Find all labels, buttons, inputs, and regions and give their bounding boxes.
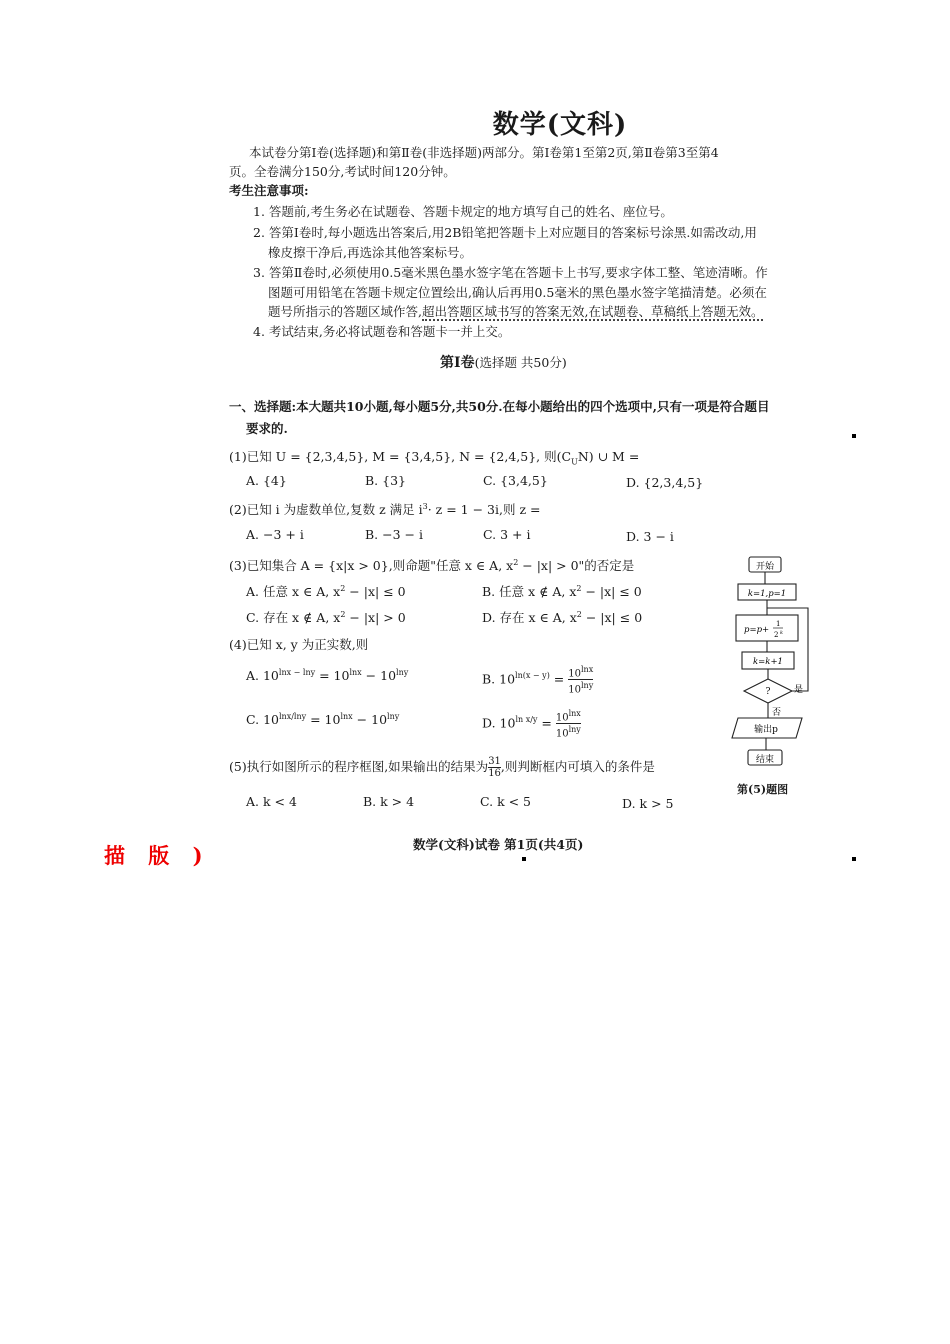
q4-c-mid2: − 10 <box>352 712 388 728</box>
q4-b-e1: ln(x − y) <box>515 671 550 681</box>
q4-d-den: $10^{lny}$ <box>555 725 581 740</box>
flow-update-k-text: k=k+1 <box>753 657 783 667</box>
q4-b-num: $10^{lnx}$ <box>568 665 594 680</box>
q3-stem-post: − |x| > 0"的否定是 <box>518 558 635 573</box>
q4-a-e2: lnx <box>349 668 362 677</box>
q4-d-e1: ln x/y <box>515 715 538 725</box>
q4-c-mid: = 10 <box>306 712 341 728</box>
section-title-main: 第Ⅰ卷 <box>440 355 475 371</box>
q5-stem-post: ,则判断框内可填入的条件是 <box>500 759 655 774</box>
q4-b-fraction <box>568 664 593 696</box>
q3-d-pre: D. 存在 x ∈ A, x <box>482 610 577 625</box>
flow-no-label: 否 <box>772 708 782 718</box>
q2-option-d: D. 3 − i <box>626 529 674 544</box>
q3-a-sup: 2 <box>340 583 346 593</box>
scan-mark <box>852 434 856 438</box>
flow-update-p-den-exp: k <box>780 630 784 636</box>
intro-line-2: 页。全卷满分150分,考试时间120分钟。 <box>229 164 456 179</box>
flow-update-p-den: 2 <box>774 631 779 639</box>
q3-b-pre: B. 任意 x ∉ A, x <box>482 584 577 599</box>
flow-output-text: 输出p <box>754 725 778 735</box>
q3-b-sup: 2 <box>576 583 582 593</box>
q3-a-pre: A. 任意 x ∈ A, x <box>246 584 341 599</box>
notice-2a: 2. 答第Ⅰ卷时,每小题选出答案后,用2B铅笔把答题卡上对应题目的答案标号涂黑.如需改动,用 <box>253 225 757 240</box>
q5-option-a: A. k < 4 <box>246 794 297 809</box>
q4-a-e3: lny <box>396 668 409 677</box>
q4-a-pre: A. 10 <box>246 668 279 684</box>
q2-option-b: B. −3 − i <box>365 527 423 542</box>
q5-stem <box>229 756 655 779</box>
q3-c-pre: C. 存在 x ∉ A, x <box>246 610 341 625</box>
flow-update-p-num: 1 <box>776 620 781 628</box>
flowchart-caption: 第(5)题图 <box>737 783 789 796</box>
q3-stem <box>229 556 634 574</box>
notice-2b: 橡皮擦干净后,再选涂其他答案标号。 <box>268 245 472 260</box>
q4-d-eq: = <box>537 715 556 731</box>
q2-stem-pre: (2)已知 i 为虚数单位,复数 z 满足 i <box>229 502 423 517</box>
q3-option-c <box>246 608 406 626</box>
q2-option-c: C. 3 + i <box>483 527 531 542</box>
q3-d-sup: 2 <box>576 609 582 619</box>
q4-option-c <box>246 712 399 727</box>
q5-den: 16 <box>488 768 501 779</box>
q2-stem-post: · z = 1 − 3i,则 z = <box>427 502 541 517</box>
q4-b-pre: B. 10 <box>482 671 516 687</box>
q1-option-c: C. {3,4,5} <box>483 473 548 488</box>
q4-d-fraction <box>556 708 581 740</box>
q4-c-pre: C. 10 <box>246 712 279 728</box>
q5-option-d: D. k > 5 <box>622 796 674 811</box>
notice-title: 考生注意事项: <box>229 183 309 198</box>
q3-a-post: − |x| ≤ 0 <box>345 584 406 599</box>
q2-option-a: A. −3 + i <box>246 527 304 542</box>
q4-a-mid2: − 10 <box>361 668 397 684</box>
q3-sup: 2 <box>513 557 519 567</box>
q3-stem-pre: (3)已知集合 A = {x|x > 0},则命题"任意 x ∈ A, x <box>229 558 514 573</box>
q1-option-d: D. {2,3,4,5} <box>626 475 704 490</box>
part1-line-2: 要求的. <box>246 421 288 436</box>
q1-option-b: B. {3} <box>365 473 406 488</box>
scan-mark <box>522 857 526 861</box>
q4-a-e1: lnx − lny <box>278 668 316 677</box>
q5-num: 31 <box>488 756 501 767</box>
notice-1: 1. 答题前,考生务必在试题卷、答题卡规定的地方填写自己的姓名、座位号。 <box>253 204 673 219</box>
q4-d-pre: D. 10 <box>482 715 516 731</box>
flow-init-text: k=1,p=1 <box>747 589 787 599</box>
section-title-sub: (选择题 共50分) <box>474 355 567 370</box>
q4-c-e1: lnx/lny <box>278 712 307 721</box>
q4-option-b <box>482 664 593 696</box>
q3-option-b <box>482 582 642 600</box>
q3-option-d <box>482 608 642 626</box>
part1-line-1: 一、选择题:本大题共10小题,每小题5分,共50分.在每小题给出的四个选项中,只有一项是符合题目 <box>229 399 770 414</box>
q4-d-num: $10^{lnx}$ <box>555 709 581 724</box>
q2-sup: 3 <box>422 501 428 511</box>
q3-option-a <box>246 582 406 600</box>
q4-b-eq: = <box>549 671 569 687</box>
q1-option-a: A. {4} <box>246 473 287 488</box>
page-footer: 数学(文科)试卷 第1页(共4页) <box>413 837 584 852</box>
intro-line-1: 本试卷分第Ⅰ卷(选择题)和第Ⅱ卷(非选择题)两部分。第Ⅰ卷第1至第2页,第Ⅱ卷第3至第4 <box>249 145 719 160</box>
red-overlay-text: 描 版 ) <box>104 843 211 868</box>
notice-3b: 图题可用铅笔在答题卡规定位置绘出,确认后再用0.5毫米的黑色墨水签字笔描清楚。必须在 <box>268 285 767 300</box>
q4-c-e3: lny <box>387 712 400 721</box>
exam-title: 数学(文科) <box>492 110 628 140</box>
flow-decision-text: ? <box>765 687 771 697</box>
q4-option-a <box>246 668 408 683</box>
flow-end-text: 结束 <box>755 755 775 765</box>
q3-c-post: − |x| > 0 <box>345 610 406 625</box>
notice-3c-pre: 题号所指示的答题区域作答, <box>268 304 422 319</box>
notice-3c-dotted: 超出答题区域书写的答案无效,在试题卷、草稿纸上答题无效。 <box>421 304 764 319</box>
q2-stem <box>229 500 541 518</box>
flow-loop-line <box>767 608 808 691</box>
q3-c-sup: 2 <box>340 609 346 619</box>
q1-tail: N) ∪ M = <box>577 449 640 464</box>
q1-stem <box>229 447 639 467</box>
notice-3c <box>268 302 763 320</box>
q4-a-mid: = 10 <box>315 668 350 684</box>
flow-update-p-text: p=p+ <box>744 625 770 635</box>
q5-option-c: C. k < 5 <box>480 794 532 809</box>
q1-sub: U <box>571 457 578 467</box>
q4-b-den: $10^{lny}$ <box>568 681 594 696</box>
scan-mark <box>852 857 856 861</box>
notice-3a: 3. 答第Ⅱ卷时,必须使用0.5毫米黑色墨水签字笔在答题卡上书写,要求字体工整、笔迹清晰。作 <box>253 265 768 280</box>
q1-stem-text: (1)已知 U = {2,3,4,5}, M = {3,4,5}, N = {2,4,5}, 则(C <box>229 449 572 464</box>
notice-4: 4. 考试结束,务必将试题卷和答题卡一并上交。 <box>253 324 511 339</box>
q3-d-post: − |x| ≤ 0 <box>581 610 643 625</box>
flowchart <box>722 552 822 782</box>
q3-b-post: − |x| ≤ 0 <box>581 584 642 599</box>
q4-stem: (4)已知 x, y 为正实数,则 <box>229 637 369 652</box>
q5-option-b: B. k > 4 <box>363 794 415 809</box>
q5-stem-pre: (5)执行如图所示的程序框图,如果输出的结果为 <box>229 759 489 774</box>
q4-c-e2: lnx <box>340 712 353 721</box>
flow-start-text: 开始 <box>755 562 775 572</box>
flow-yes-label: 是 <box>794 685 804 695</box>
q4-option-d <box>482 708 581 740</box>
section-title <box>440 352 567 372</box>
q5-fraction <box>488 756 501 779</box>
